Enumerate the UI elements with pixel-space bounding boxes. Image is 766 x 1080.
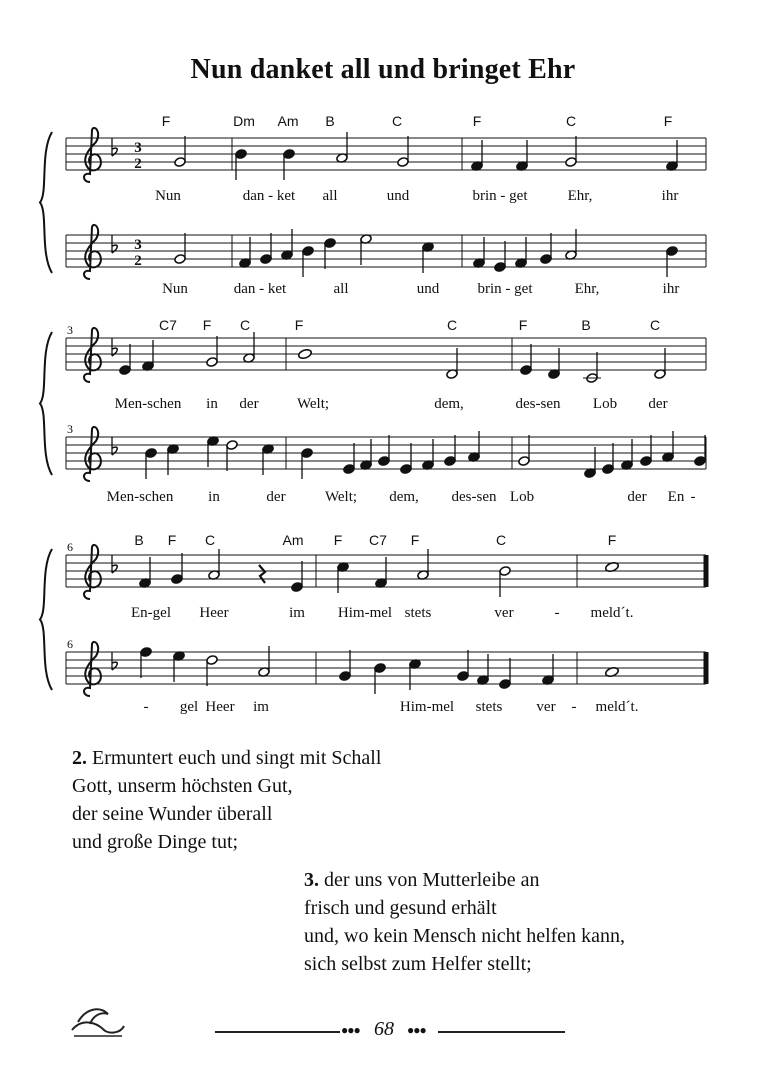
lyric-upper: in bbox=[206, 396, 218, 412]
quarter-note-icon bbox=[694, 456, 706, 467]
treble-clef-icon bbox=[84, 427, 101, 481]
quarter-note-icon bbox=[291, 582, 303, 593]
half-note-icon bbox=[226, 440, 238, 451]
verse-2-line-2: Gott, unserm höchsten Gut, bbox=[72, 775, 293, 797]
time-signature-bottom: 2 bbox=[134, 253, 142, 269]
lyric-upper: Him-mel bbox=[337, 605, 393, 621]
quarter-note-icon bbox=[235, 149, 247, 160]
rest-icon bbox=[259, 565, 265, 583]
lyric-lower: Nun bbox=[162, 281, 188, 297]
half-note-icon bbox=[518, 456, 530, 467]
chord-symbol: C bbox=[239, 317, 251, 333]
quarter-note-icon bbox=[494, 262, 506, 273]
quarter-note-icon bbox=[145, 448, 157, 459]
quarter-note-icon bbox=[444, 456, 456, 467]
chord-symbol: F bbox=[333, 532, 343, 548]
quarter-note-icon bbox=[602, 464, 614, 475]
lyric-lower: Welt; bbox=[324, 489, 358, 505]
lyric-lower: in bbox=[208, 489, 220, 505]
verse-2 bbox=[72, 744, 381, 856]
chord-symbol: C bbox=[495, 532, 507, 548]
chord-symbol: F bbox=[294, 317, 304, 333]
lyric-upper: meld´t. bbox=[590, 605, 634, 621]
lyric-lower: gel bbox=[179, 699, 199, 715]
chord-symbol: C bbox=[446, 317, 458, 333]
system-3 bbox=[40, 532, 706, 715]
chord-symbol: Am bbox=[282, 532, 304, 548]
quarter-note-icon bbox=[520, 365, 532, 376]
lyric-upper: Ehr, bbox=[567, 188, 593, 204]
flat-icon bbox=[112, 652, 117, 670]
lyric-upper: Men-schen bbox=[114, 396, 182, 412]
lyric-lower: dan - ket bbox=[233, 281, 287, 297]
lyric-upper: und bbox=[386, 188, 410, 204]
treble-clef-icon bbox=[84, 545, 101, 599]
lyric-lower: dem, bbox=[389, 489, 419, 505]
verse-3-line-1: 3. der uns von Mutterleibe an bbox=[304, 869, 540, 891]
lyric-lower: im bbox=[253, 699, 269, 715]
lyric-lower: Heer bbox=[205, 699, 235, 715]
flat-icon bbox=[112, 138, 117, 156]
lyric-upper: des-sen bbox=[515, 396, 561, 412]
chord-symbol: F bbox=[607, 532, 617, 548]
chord-symbol: C bbox=[204, 532, 216, 548]
lyric-lower: En bbox=[667, 489, 685, 505]
lyric-upper: ihr bbox=[661, 188, 679, 204]
footer-rule-right bbox=[438, 1031, 565, 1033]
measure-number: 3 bbox=[67, 422, 73, 436]
brace bbox=[40, 332, 52, 475]
system-1 bbox=[40, 113, 706, 297]
lyric-lower: Men-schen bbox=[106, 489, 174, 505]
lyric-upper: ver bbox=[494, 605, 514, 621]
lyric-lower: ihr bbox=[662, 281, 680, 297]
quarter-note-icon bbox=[457, 671, 469, 682]
quarter-note-icon bbox=[119, 365, 131, 376]
half-note-icon bbox=[499, 566, 511, 577]
verse-2-line-4: und große Dinge tut; bbox=[72, 831, 239, 853]
chord-symbol: F bbox=[472, 113, 482, 129]
chord-symbol: C bbox=[565, 113, 577, 129]
lyric-lower: brin - get bbox=[477, 281, 533, 297]
verse-3-line-4: sich selbst zum Helfer stellt; bbox=[304, 953, 532, 975]
quarter-note-icon bbox=[324, 238, 336, 249]
quarter-note-icon bbox=[302, 246, 314, 257]
lyric-upper: dem, bbox=[434, 396, 464, 412]
lyric-lower: der bbox=[266, 489, 286, 505]
chord-symbol: F bbox=[410, 532, 420, 548]
page-title: Nun danket all und bringet Ehr bbox=[190, 54, 576, 85]
quarter-note-icon bbox=[378, 456, 390, 467]
chord-symbol: C bbox=[391, 113, 403, 129]
chord-symbol: F bbox=[161, 113, 171, 129]
lyric-lower: und bbox=[416, 281, 440, 297]
lyric-upper: Heer bbox=[199, 605, 229, 621]
time-signature-top: 3 bbox=[134, 140, 142, 156]
lyric-lower: Lob bbox=[509, 489, 535, 505]
verse-2-line-1: 2. Ermuntert euch und singt mit Schall bbox=[72, 747, 382, 769]
half-note-icon bbox=[174, 157, 186, 168]
time-signature-top: 3 bbox=[134, 237, 142, 253]
lyric-lower: all bbox=[333, 281, 349, 297]
half-note-icon bbox=[565, 157, 577, 168]
lyric-upper: stets bbox=[404, 605, 432, 621]
lyric-lower: meld´t. bbox=[595, 699, 639, 715]
chord-symbol: Am bbox=[277, 113, 299, 129]
brace bbox=[40, 549, 52, 690]
chord-symbol: C7 bbox=[369, 532, 387, 548]
quarter-note-icon bbox=[666, 246, 678, 257]
quarter-note-icon bbox=[283, 149, 295, 160]
lyric-upper: En-gel bbox=[131, 605, 171, 621]
lyric-lower: Him-mel bbox=[399, 699, 455, 715]
half-note-icon bbox=[206, 655, 218, 666]
quarter-note-icon bbox=[140, 647, 152, 658]
treble-clef-icon bbox=[84, 642, 101, 696]
quarter-note-icon bbox=[374, 663, 386, 674]
lyric-upper: im bbox=[289, 605, 305, 621]
treble-clef-icon bbox=[84, 225, 101, 279]
quarter-note-icon bbox=[343, 464, 355, 475]
quarter-note-icon bbox=[171, 574, 183, 585]
quarter-note-icon bbox=[499, 679, 511, 690]
chord-symbol: F bbox=[663, 113, 673, 129]
lyric-upper: - bbox=[554, 605, 560, 621]
verse-2-line-3: der seine Wunder überall bbox=[72, 803, 273, 825]
flourish-icon bbox=[68, 1000, 128, 1040]
quarter-note-icon bbox=[640, 456, 652, 467]
flat-icon bbox=[112, 437, 117, 455]
flat-icon bbox=[112, 555, 117, 573]
verse-3-line-3: und, wo kein Mensch nicht helfen kann, bbox=[304, 925, 626, 947]
chord-symbol: F bbox=[518, 317, 528, 333]
lyric-lower: Ehr, bbox=[574, 281, 600, 297]
system-2 bbox=[40, 317, 706, 505]
lyric-upper: Lob bbox=[592, 396, 618, 412]
time-signature-bottom: 2 bbox=[134, 156, 142, 172]
lyric-lower: der bbox=[627, 489, 647, 505]
quarter-note-icon bbox=[260, 254, 272, 265]
quarter-note-icon bbox=[540, 254, 552, 265]
quarter-note-icon bbox=[400, 464, 412, 475]
measure-number: 6 bbox=[67, 540, 73, 554]
half-note-icon bbox=[174, 254, 186, 265]
ornament-dots-right: ●●● bbox=[407, 1023, 426, 1037]
treble-clef-icon bbox=[84, 128, 101, 182]
lyric-lower: ver bbox=[536, 699, 556, 715]
lyric-upper: all bbox=[322, 188, 338, 204]
page-number: 68 bbox=[374, 1018, 394, 1040]
brace bbox=[40, 132, 52, 273]
chord-symbol: B bbox=[325, 113, 335, 129]
lyric-lower: stets bbox=[475, 699, 503, 715]
lyric-upper: dan - ket bbox=[242, 188, 296, 204]
lyric-lower: - bbox=[571, 699, 577, 715]
ornament-dots-left: ●●● bbox=[341, 1023, 360, 1037]
footer-rule-left bbox=[215, 1031, 340, 1033]
measure-number: 3 bbox=[67, 323, 73, 337]
lyric-upper: Welt; bbox=[296, 396, 330, 412]
half-note-icon bbox=[397, 157, 409, 168]
quarter-note-icon bbox=[339, 671, 351, 682]
lyric-upper: der bbox=[648, 396, 668, 412]
flat-icon bbox=[112, 338, 117, 356]
half-note-icon bbox=[206, 357, 218, 368]
verse-3 bbox=[304, 866, 625, 978]
chord-symbol: F bbox=[167, 532, 177, 548]
lyric-lower: - bbox=[143, 699, 149, 715]
measure-number: 6 bbox=[67, 637, 73, 651]
lyric-upper: Nun bbox=[155, 188, 181, 204]
whole-note-icon bbox=[298, 348, 313, 360]
chord-symbol: C bbox=[649, 317, 661, 333]
chord-symbol: B bbox=[134, 532, 144, 548]
verse-3-line-2: frisch und gesund erhält bbox=[304, 897, 497, 919]
chord-symbol: Dm bbox=[233, 113, 255, 129]
chord-symbol: F bbox=[202, 317, 212, 333]
lyric-lower: - bbox=[690, 489, 696, 505]
lyric-upper: der bbox=[239, 396, 259, 412]
treble-clef-icon bbox=[84, 328, 101, 382]
flat-icon bbox=[112, 235, 117, 253]
chord-symbol: C7 bbox=[159, 317, 177, 333]
chord-symbol: B bbox=[581, 317, 591, 333]
quarter-note-icon bbox=[301, 448, 313, 459]
lyric-upper: brin - get bbox=[472, 188, 528, 204]
lyric-lower: des-sen bbox=[451, 489, 497, 505]
